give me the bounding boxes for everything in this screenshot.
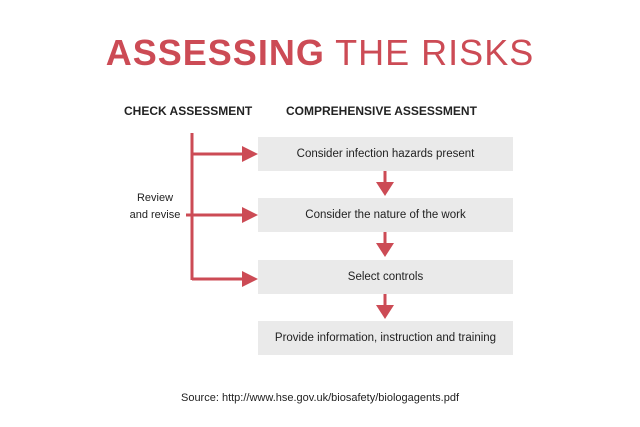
title-bold-part: ASSESSING xyxy=(105,32,325,73)
review-and-revise-label xyxy=(120,190,190,224)
check-assessment-header: CHECK ASSESSMENT xyxy=(124,104,253,118)
down-arrow-3-head xyxy=(376,305,394,319)
arrow-to-step3-head xyxy=(242,271,258,287)
step-provide-information: Provide information, instruction and training xyxy=(258,321,513,355)
step-select-controls: Select controls xyxy=(258,260,513,294)
down-arrow-2-head xyxy=(376,243,394,257)
comprehensive-assessment-header: COMPREHENSIVE ASSESSMENT xyxy=(286,104,477,118)
review-line-1: Review xyxy=(136,192,174,204)
step-consider-hazards: Consider infection hazards present xyxy=(258,137,513,171)
review-line-2: and revise xyxy=(129,209,181,221)
arrow-to-step1-head xyxy=(242,146,258,162)
step-nature-of-work: Consider the nature of the work xyxy=(258,198,513,232)
arrow-to-step2-head xyxy=(242,207,258,223)
source-citation: Source: http://www.hse.gov.uk/biosafety/biologagents.pdf xyxy=(180,392,460,404)
down-arrow-1-head xyxy=(376,182,394,196)
title-light-part: THE RISKS xyxy=(324,32,535,73)
